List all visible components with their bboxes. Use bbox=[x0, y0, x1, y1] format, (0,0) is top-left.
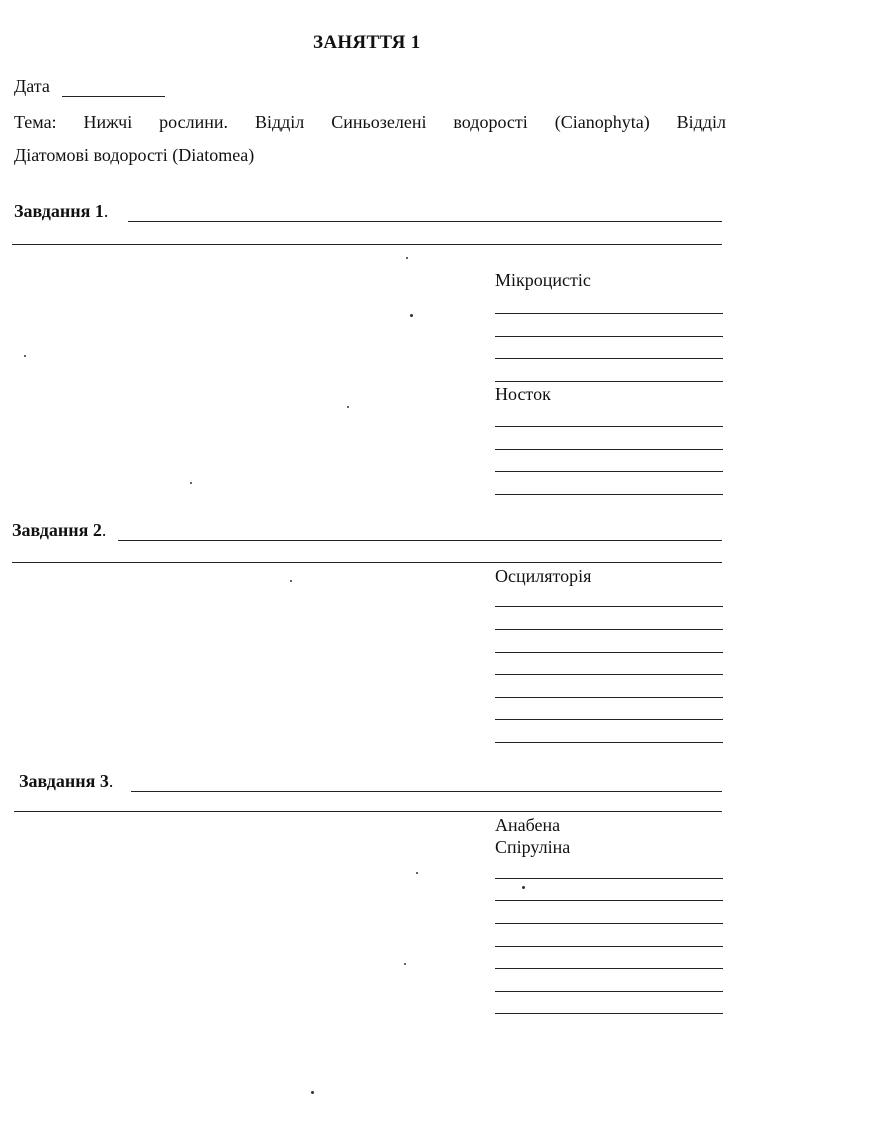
task-1-label: Завдання 1 bbox=[14, 201, 104, 221]
scan-speck bbox=[290, 580, 292, 582]
task-1-suffix: . bbox=[103, 201, 109, 221]
nostoc-line[interactable] bbox=[495, 449, 723, 450]
microcystis-label: Мікроцистіс bbox=[495, 270, 591, 290]
microcystis-line[interactable] bbox=[495, 313, 723, 314]
microcystis-line[interactable] bbox=[495, 336, 723, 337]
scan-speck bbox=[416, 872, 418, 874]
topic-line-2: Діатомові водорості (Diatomea) bbox=[14, 145, 255, 165]
spirulina-line[interactable] bbox=[495, 968, 723, 969]
nostoc-line[interactable] bbox=[495, 494, 723, 495]
page-title: ЗАНЯТТЯ 1 bbox=[313, 32, 421, 53]
scan-speck bbox=[404, 963, 406, 965]
spirulina-line[interactable] bbox=[495, 900, 723, 901]
scan-speck bbox=[24, 355, 26, 357]
scan-speck bbox=[406, 257, 408, 259]
task-1-heading bbox=[14, 201, 108, 222]
spirulina-line[interactable] bbox=[495, 1013, 723, 1014]
spirulina-label: Спіруліна bbox=[495, 837, 571, 857]
task-2-answer-line[interactable] bbox=[118, 540, 722, 541]
topic-line-1: Тема: Нижчі рослини. Відділ Синьозелені водорості (Cianophyta) Відділ bbox=[14, 112, 726, 132]
oscillatoria-line[interactable] bbox=[495, 697, 723, 698]
task-2-label: Завдання 2 bbox=[12, 520, 102, 540]
scan-speck bbox=[410, 314, 413, 317]
oscillatoria-line[interactable] bbox=[495, 606, 723, 607]
task-1-answer-line-2[interactable] bbox=[12, 244, 722, 245]
nostoc-label: Носток bbox=[495, 384, 551, 404]
oscillatoria-line[interactable] bbox=[495, 719, 723, 720]
oscillatoria-line[interactable] bbox=[495, 652, 723, 653]
scan-speck bbox=[347, 406, 349, 408]
oscillatoria-label: Осциляторія bbox=[495, 566, 592, 586]
oscillatoria-line[interactable] bbox=[495, 742, 723, 743]
task-2-answer-line-2[interactable] bbox=[12, 562, 722, 563]
oscillatoria-line[interactable] bbox=[495, 629, 723, 630]
scan-speck bbox=[311, 1091, 314, 1094]
task-3-heading bbox=[19, 771, 113, 792]
spirulina-line[interactable] bbox=[495, 923, 723, 924]
scan-speck bbox=[190, 482, 192, 484]
anabaena-label: Анабена bbox=[495, 815, 561, 835]
microcystis-line[interactable] bbox=[495, 381, 723, 382]
task-3-answer-line-2[interactable] bbox=[14, 811, 722, 812]
spirulina-line[interactable] bbox=[495, 946, 723, 947]
date-field-line[interactable] bbox=[62, 96, 165, 97]
task-2-heading bbox=[12, 520, 106, 541]
task-2-suffix: . bbox=[101, 520, 107, 540]
scan-speck bbox=[522, 886, 525, 889]
date-label: Дата bbox=[14, 76, 50, 96]
nostoc-line[interactable] bbox=[495, 426, 723, 427]
task-3-answer-line[interactable] bbox=[131, 791, 722, 792]
nostoc-line[interactable] bbox=[495, 471, 723, 472]
task-3-label: Завдання 3 bbox=[19, 771, 109, 791]
spirulina-line[interactable] bbox=[495, 991, 723, 992]
spirulina-line[interactable] bbox=[495, 878, 723, 879]
oscillatoria-line[interactable] bbox=[495, 674, 723, 675]
task-3-suffix: . bbox=[108, 771, 114, 791]
microcystis-line[interactable] bbox=[495, 358, 723, 359]
task-1-answer-line[interactable] bbox=[128, 221, 722, 222]
